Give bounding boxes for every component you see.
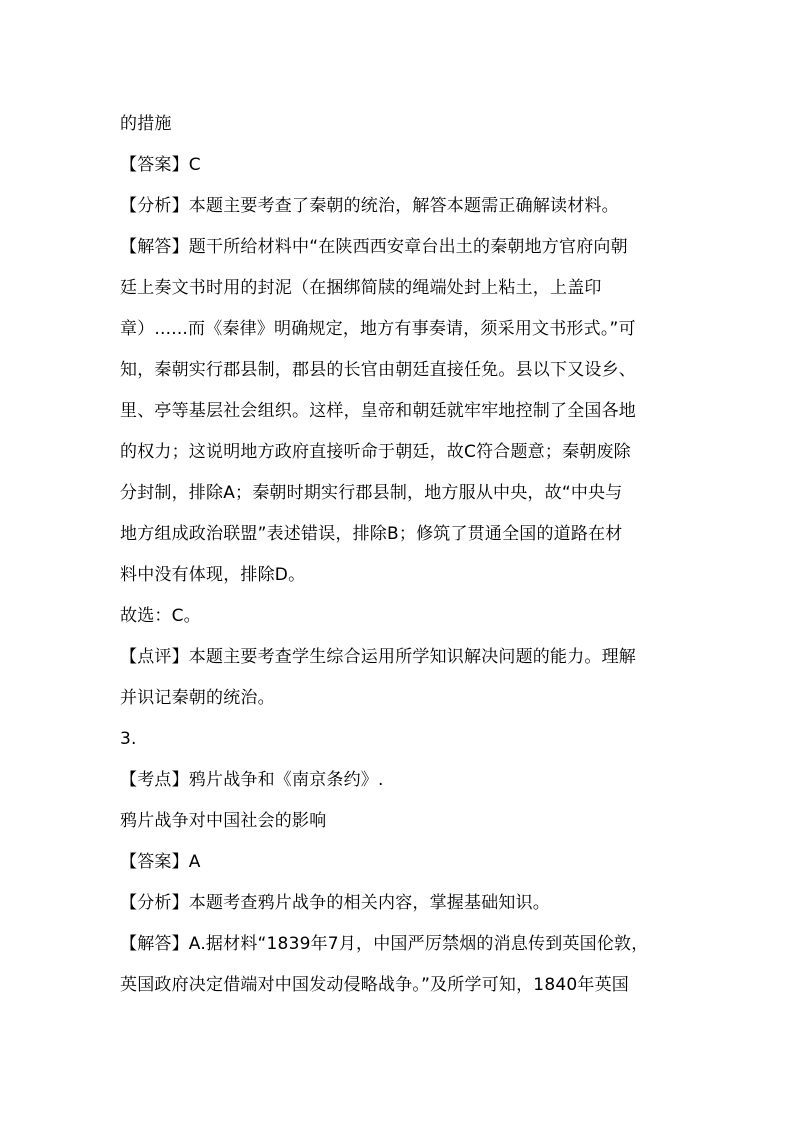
answer-line: 【答案】A [120,852,201,872]
analysis-line: 【分析】本题考查鸦片战争的相关内容，掌握基础知识。 [120,893,550,913]
question-number: 3. [120,729,137,749]
solution-line: 【解答】题干所给材料中“在陕西西安章台出土的秦朝地方官府向朝 [120,237,628,257]
text-line: 地方组成政治联盟”表述错误，排除B；修筑了贯通全国的道路在材 [120,524,623,544]
text-line: 章）......而《秦律》明确规定，地方有事奏请，须采用文书形式。”可 [120,319,636,339]
text-line: 里、亭等基层社会组织。这样，皇帝和朝廷就牢牢地控制了全国各地 [120,401,636,421]
solution-line: 【解答】A.据材料“1839年7月，中国严厉禁烟的消息传到英国伦敦， [120,934,649,954]
text-line: 鸦片战争对中国社会的影响 [120,811,327,831]
text-line: 的措施 [120,114,172,134]
topic-line: 【考点】鸦片战争和《南京条约》. [120,770,384,790]
comment-line: 【点评】本题主要考查学生综合运用所学知识解决问题的能力。理解 [120,647,636,667]
text-line: 英国政府决定借端对中国发动侵略战争。”及所学可知，1840年英国 [120,975,629,995]
answer-line: 【答案】C [120,155,201,175]
text-line: 料中没有体现，排除D。 [120,565,306,585]
text-line: 分封制，排除A；秦朝时期实行郡县制，地方服从中央，故“中央与 [120,483,623,503]
text-line: 知，秦朝实行郡县制，郡县的长官由朝廷直接任免。县以下又设乡、 [120,360,636,380]
text-line: 并识记秦朝的统治。 [120,688,275,708]
analysis-line: 【分析】本题主要考查了秦朝的统治，解答本题需正确解读材料。 [120,196,619,216]
choice-line: 故选：C。 [120,606,201,626]
text-line: 廷上奏文书时用的封泥（在捆绑简牍的绳端处封上粘土，上盖印 [120,278,602,298]
text-line: 的权力；这说明地方政府直接听命于朝廷，故C符合题意；秦朝废除 [120,442,631,462]
document-page [120,104,690,1006]
